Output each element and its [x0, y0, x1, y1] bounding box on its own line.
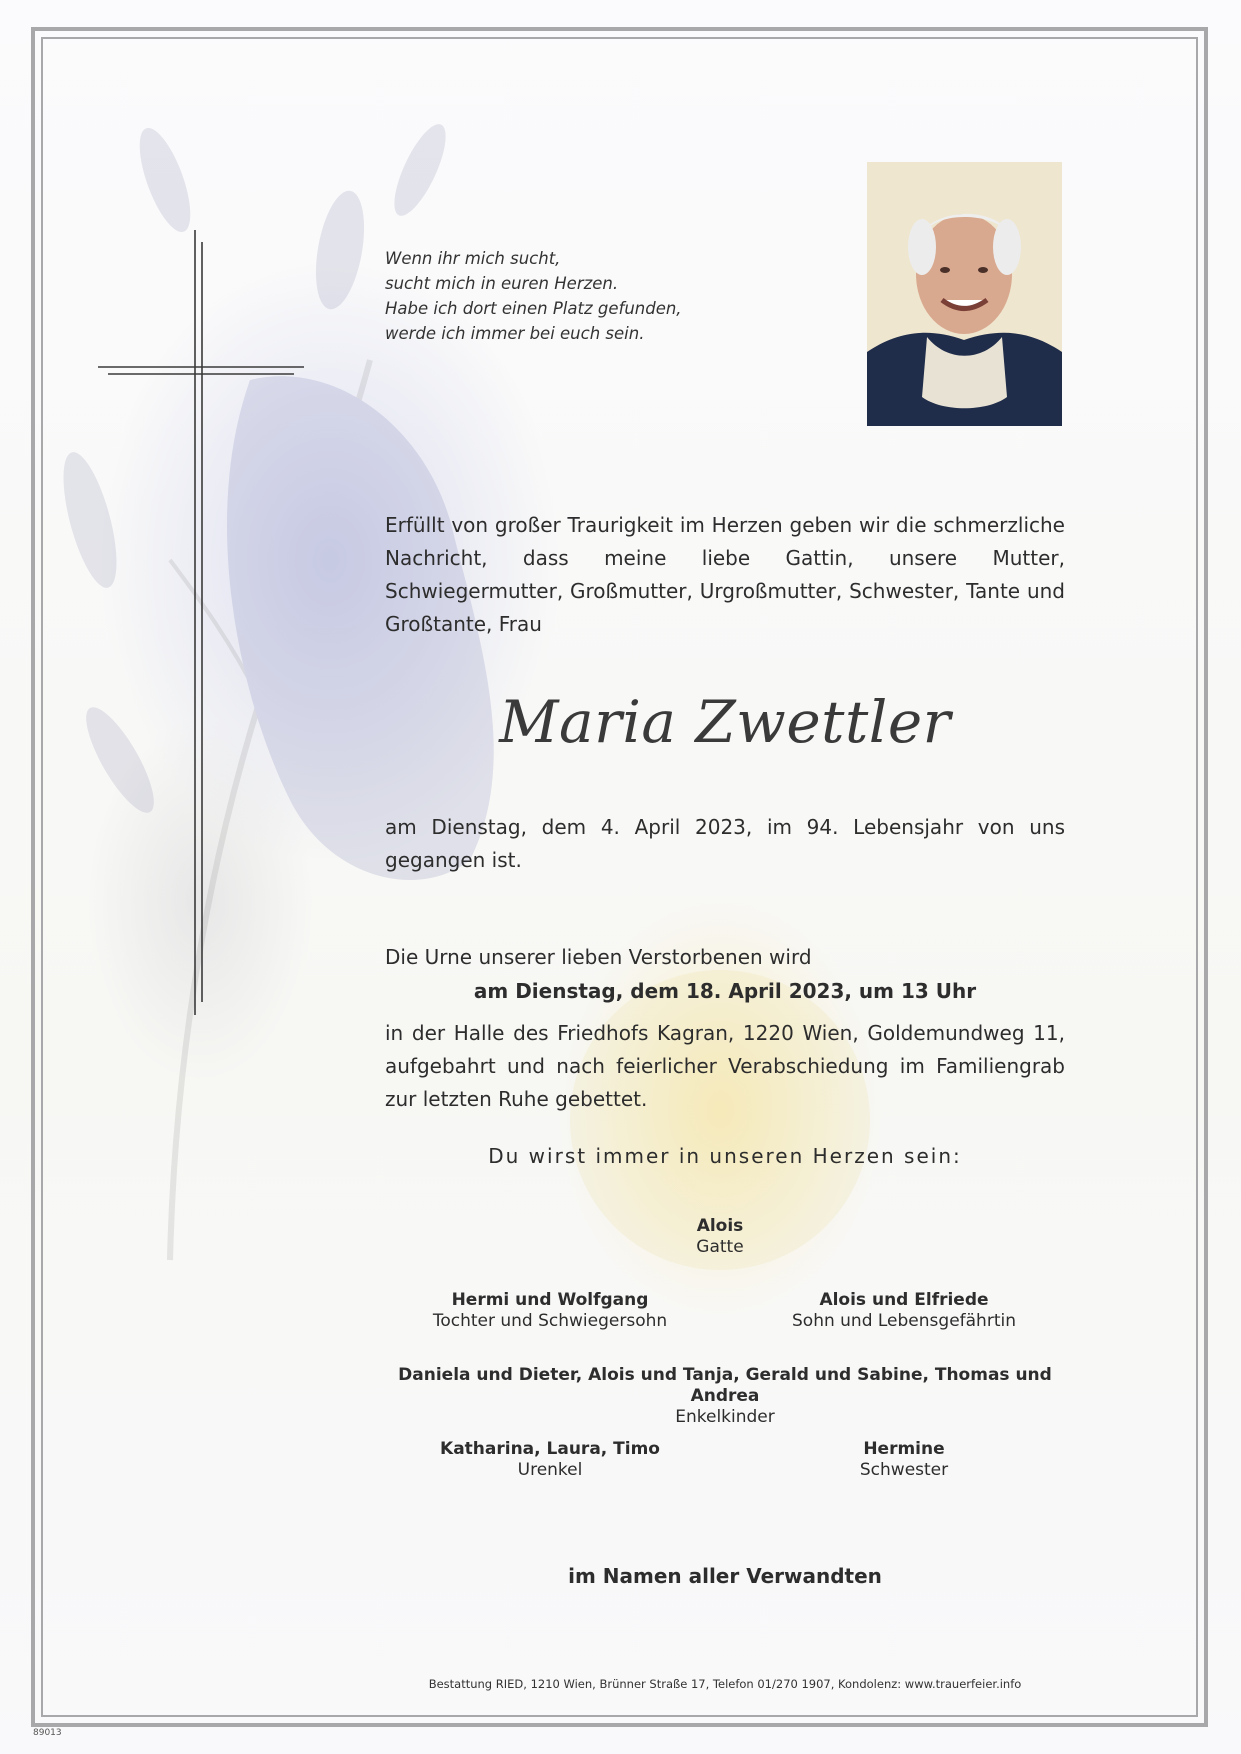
mourner-names: Alois — [696, 1216, 744, 1236]
funeral-home-footer: Bestattung RIED, 1210 Wien, Brünner Straße 17, Telefon 01/270 1907, Kondolenz: www.trauerfeier.info — [428, 1677, 1022, 1691]
portrait-photo — [867, 162, 1062, 426]
mourner-great-grandchildren — [400, 1439, 700, 1481]
mourner-sister — [754, 1439, 1054, 1481]
mourner-names: Daniela und Dieter, Alois und Tanja, Gerald und Sabine, Thomas und Andrea — [398, 1365, 1052, 1406]
mourner-names: Alois und Elfriede — [819, 1290, 989, 1310]
hearts-line: Du wirst immer in unseren Herzen sein: — [488, 1144, 962, 1168]
mourner-relation: Sohn und Lebensgefährtin — [792, 1311, 1016, 1331]
print-code: 89013 — [33, 1728, 62, 1738]
signoff-text: im Namen aller Verwandten — [568, 1564, 882, 1588]
urn-intro-text: Die Urne unserer lieben Verstorbenen wird — [385, 945, 812, 969]
deceased-name: Maria Zwettler — [499, 688, 951, 756]
mourner-relation: Tochter und Schwiegersohn — [432, 1311, 668, 1331]
mourner-names: Katharina, Laura, Timo — [440, 1439, 660, 1459]
ceremony-date: am Dienstag, dem 18. April 2023, um 13 Uhr — [473, 979, 977, 1003]
mourner-daughter — [400, 1290, 700, 1332]
mourner-husband — [620, 1216, 820, 1258]
mourner-relation: Urenkel — [517, 1460, 583, 1480]
mourner-names: Hermine — [863, 1439, 945, 1459]
memorial-quote — [385, 246, 805, 346]
quote-line: sucht mich in euren Herzen. — [385, 274, 619, 293]
mourner-relation: Gatte — [696, 1237, 744, 1257]
quote-line: werde ich immer bei euch sein. — [385, 324, 645, 343]
announcement-intro: Erfüllt von großer Traurigkeit im Herzen geben wir die schmerzliche Nachricht, dass meine liebe Gattin, unsere Mutter, Schwiegermutter, Großmutter, Urgroßmutter, Schwester, Tante und Großtante, Frau — [385, 513, 1065, 636]
cross-icon — [98, 230, 304, 1015]
mourner-relation: Schwester — [859, 1460, 949, 1480]
quote-line: Habe ich dort einen Platz gefunden, — [385, 299, 682, 318]
mourner-names: Hermi und Wolfgang — [451, 1290, 649, 1310]
ceremony-location-text: in der Halle des Friedhofs Kagran, 1220 Wien, Goldemundweg 11, aufgebahrt und nach feierlicher Verabschiedung im Familiengrab zur letzten Ruhe gebettet. — [385, 1021, 1065, 1111]
passing-date-text: am Dienstag, dem 4. April 2023, im 94. Lebensjahr von uns gegangen ist. — [385, 815, 1065, 872]
quote-line: Wenn ihr mich sucht, — [385, 249, 561, 268]
mourner-grandchildren — [370, 1365, 1080, 1428]
mourner-relation: Enkelkinder — [675, 1407, 775, 1427]
mourner-son — [754, 1290, 1054, 1332]
